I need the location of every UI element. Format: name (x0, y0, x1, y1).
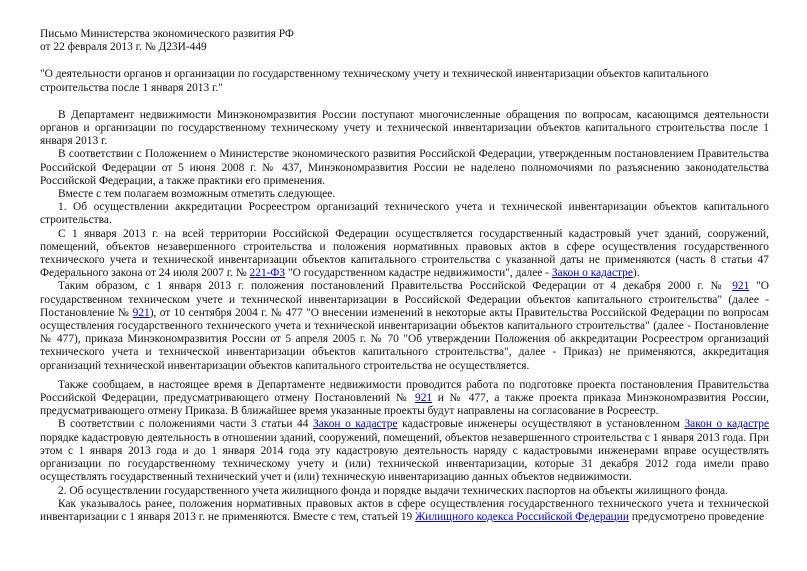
text-segment: Как указывалось ранее, положения нормативных правовых актов в сфере осуществления государственного технического учета и технической инвентаризации с 1 января 2013 г. не применяются. Вместе с тем, статьей 19 (40, 497, 769, 523)
paragraph-housing-fund (40, 498, 769, 524)
link-resolution-921-short[interactable]: 921 (132, 306, 150, 319)
paragraph-competence: В соответствии с Положением о Министерстве экономического развития Российской Федерации, утвержденным постановлением Правительства Российской Федерации от 5 июня 2008 г. № 437, Минэкономразвития России не наделено полномочиями по разъяснению законодательства Российской Федерации, а также практики его применения. (40, 148, 769, 187)
link-cadastre-law[interactable]: Закон о кадастре (551, 267, 633, 280)
link-housing-code[interactable]: Жилищного кодекса Российской Федерации (415, 510, 629, 523)
text-segment: предусмотрено проведение (628, 510, 765, 523)
text-segment: ), от 10 сентября 2004 г. № 477 "О внесении изменений в некоторые акты Правительства Российской Федерации по вопросам осуществления государственного технического учета и технической инвентаризации объектов капитального строительства" (далее - Постановление № 477), приказа Минэкономразвития России от 5 апреля 2005 г. № 70 "Об утверждении Положения об аккредитации Росреестром организаций технического учета и технической инвентаризации объектов капитального строительства", далее - Приказ) не применяются, аккредитация организаций технической инвентаризации объектов капитального строительства не осуществляется. (40, 306, 769, 372)
document-header (40, 28, 769, 54)
section-1-heading: 1. Об осуществлении аккредитации Росреестром организаций технического учета и технической инвентаризации объектов капитального строительства. (40, 201, 769, 227)
text-segment: кадастровые инженеры осуществляют в установленном (397, 418, 685, 431)
paragraph-draft-resolution (40, 379, 769, 419)
text-segment: ). (632, 267, 640, 280)
document-title: "О деятельности органов и организации по государственному техническому учету и технической инвентаризации объектов капитального строительства после 1 января 2013 г." (40, 68, 709, 94)
paragraph-cadastral-engineers (40, 418, 769, 484)
text-segment: и № 477, а также проекта приказа Минэкономразвития России, предусматривающего отмену Приказа. В ближайшее время указанные проекты будут направлены на согласование в Росреестр. (40, 392, 769, 418)
link-cadastre-law-procedure[interactable]: Закон о кадастре (684, 418, 769, 431)
text-segment: порядке кадастровую деятельность в отношении зданий, сооружений, помещений, объектов незавершенного строительства с 1 января 2013 года. При этом с 1 января 2013 года и до 1 января 2014 года эту кадастровую деятельность наряду с кадастровыми инженерами вправе осуществлять организации по государственному техническому учету и (или) технической инвентаризации, которые 31 декабря 2012 года имели право осуществлять государственный технический учет и (или) техническую инвентаризацию данных объектов недвижимости. (40, 431, 769, 484)
letter-source: Письмо Министерства экономического развития РФ (40, 28, 294, 40)
paragraph-intro: В Департамент недвижимости Минэкономразвития России поступают многочисленные обращения по вопросам, касающимся деятельности органов и организации по государственному техническому учету и технической инвентаризации объектов капитального строительства после 1 января 2013 г. (40, 108, 769, 148)
text-segment: С 1 января 2013 г. на всей территории Российской Федерации осуществляется государственный кадастровый учет зданий, сооружений, помещений, объектов незавершенного строительства и положения нормативных правовых актов в сфере осуществления государственного технического учета и технической инвентаризации объектов капитального строительства с указанной даты не применяются (часть 8 статьи 47 Федерального закона от 24 июля 2007 г. № (40, 227, 769, 280)
paragraph-note: Вместе с тем полагаем возможным отметить следующее. (58, 188, 336, 201)
text-segment: В соответствии с положениями части 3 статьи 44 (58, 418, 313, 431)
paragraph-cadastre-2013 (40, 228, 769, 281)
link-resolution-921-cancel[interactable]: 921 (415, 392, 433, 405)
text-segment: Также сообщаем, в настоящее время в Департаменте недвижимости проводится работа по подготовке проекта постановления Правительства Российской Федерации, предусматривающего отмену Постановлений № (40, 378, 769, 405)
link-cadastre-law-art44[interactable]: Закон о кадастре (313, 418, 398, 431)
text-segment: "О государственном кадастре недвижимости", далее - (285, 267, 552, 280)
text-segment: Таким образом, с 1 января 2013 г. положения постановлений Правительства Российской Федерации от 4 декабря 2000 г. № (58, 280, 733, 293)
section-2-heading: 2. Об осуществлении государственного учета жилищного фонда и порядке выдачи технических паспортов на объекты жилищного фонда. (58, 484, 728, 497)
link-resolution-921[interactable]: 921 (732, 280, 750, 293)
text-segment: "О государственном техническом учете и технической инвентаризации в Российской Федерации объектов капитального строительства" (далее - Постановление № (40, 280, 769, 319)
link-221-fz[interactable]: 221-ФЗ (249, 267, 286, 280)
letter-date-number: от 22 февраля 2013 г. № Д23И-449 (40, 41, 207, 54)
paragraph-resolutions (40, 280, 769, 372)
